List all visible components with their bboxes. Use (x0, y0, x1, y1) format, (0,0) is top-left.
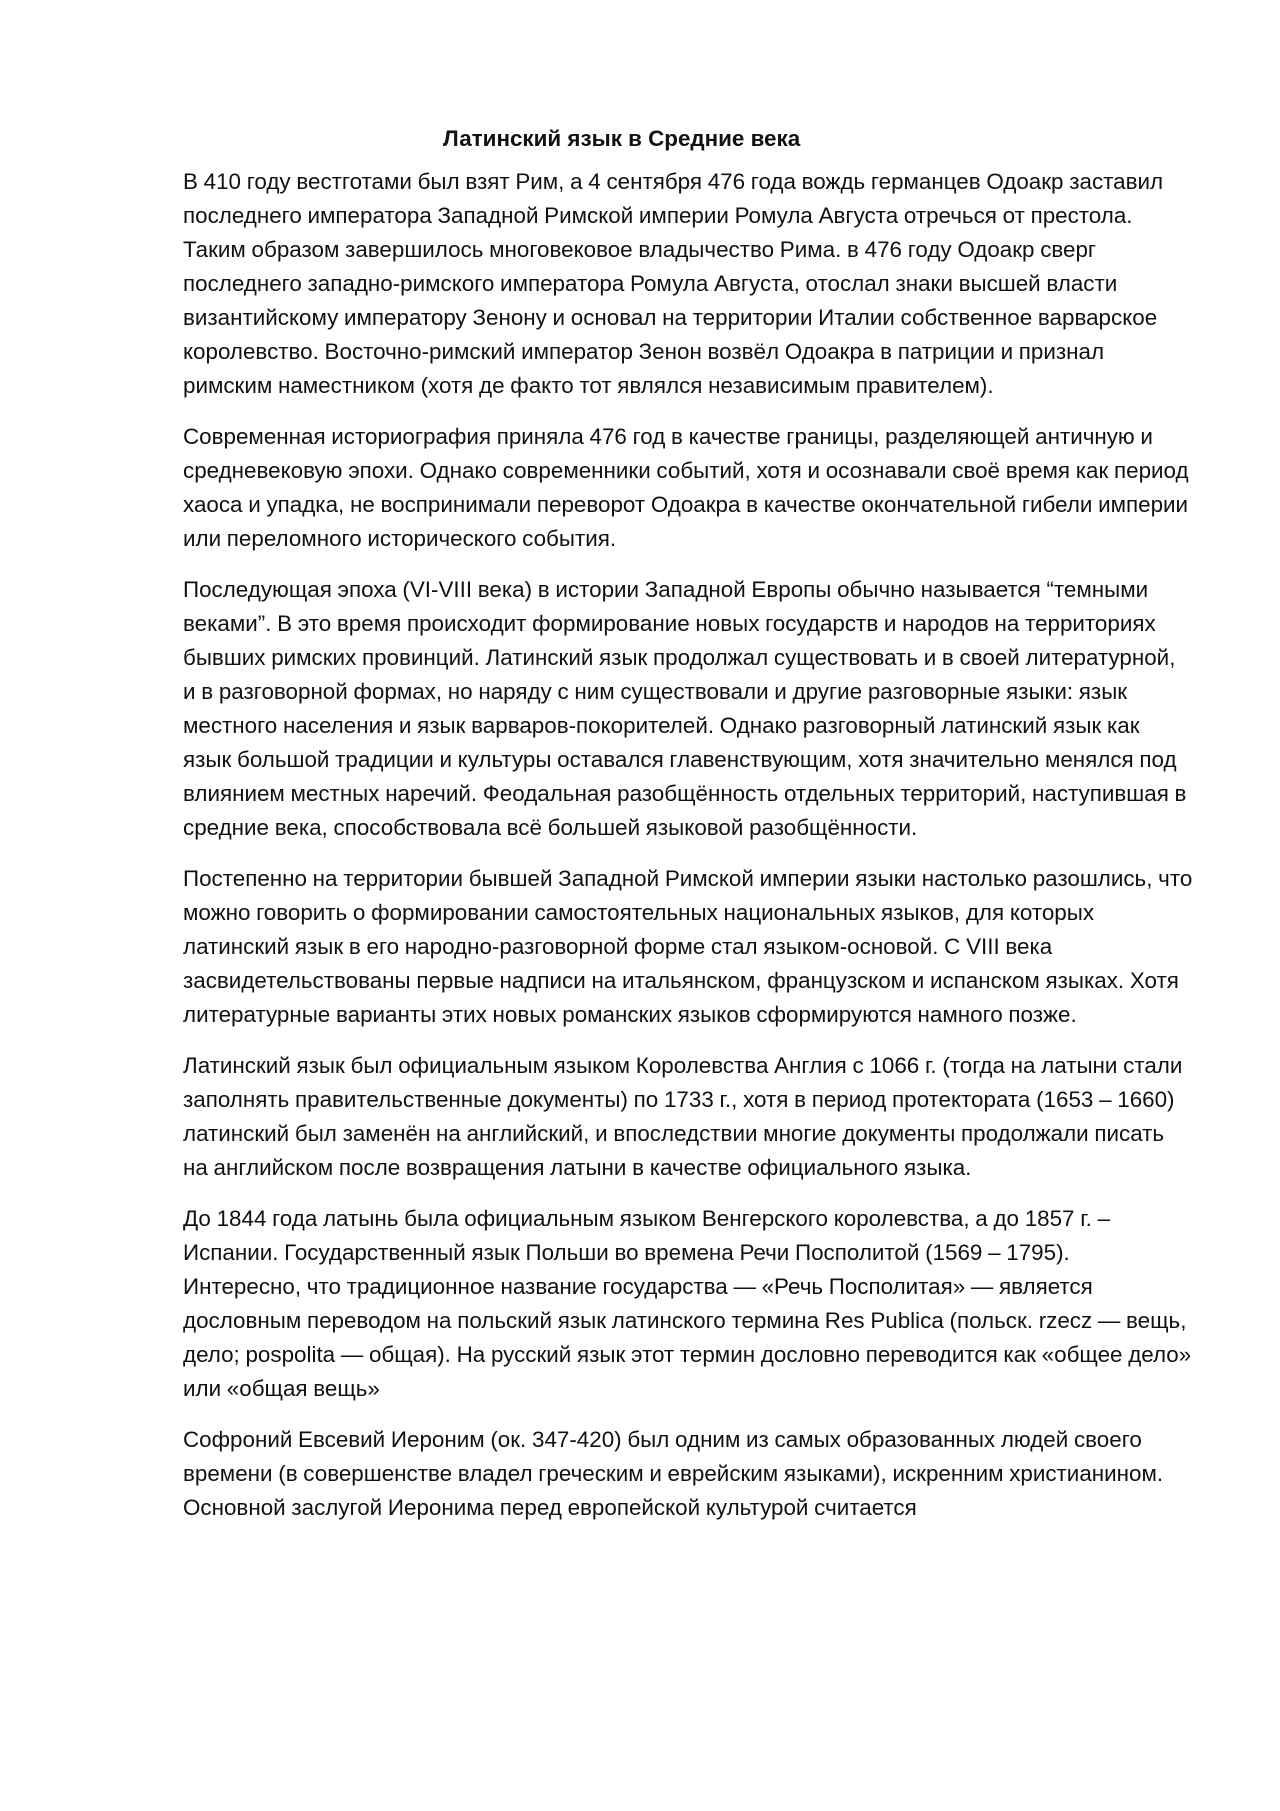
paragraph-fall-of-rome: В 410 году вестготами был взят Рим, а 4 сентября 476 года вождь германцев Одоакр заставил последнего императора Западной Римской империи Ромула Августа отречься от престола. Таким образом завершилось многовековое владычество Рима. в 476 году Одоакр сверг последнего западно-римского императора Ромула Августа, отослал знаки высшей власти византийскому императору Зенону и основал на территории Италии собственное варварское королевство. Восточно-римский император Зенон возвёл Одоакра в патриции и признал римским наместником (хотя де факто тот являлся независимым правителем). (183, 169, 1164, 398)
paragraph-hungary-poland: До 1844 года латынь была официальным языком Венгерского королевства, а до 1857 г. – Испании. Государственный язык Польши во времена Речи Посполитой (1569 – 1795). Интересно, что традиционное название государства — «Речь Посполитая» — является дословным переводом на польский язык латинского термина Res Publica (польск. rzecz — вещь, дело; pospolita — общая). На русский язык этот термин дословно переводится как «общее дело» или «общая вещь» (183, 1206, 1192, 1401)
paragraph-england: Латинский язык был официальным языком Королевства Англия с 1066 г. (тогда на латыни стали заполнять правительственные документы) по 1733 г., хотя в период протектората (1653 – 1660) латинский был заменён на английский, и впоследствии многие документы продолжали писать на английском после возвращения латыни в качестве официального языка. (183, 1053, 1183, 1180)
paragraph-historiography: Современная историография приняла 476 год в качестве границы, разделяющей античную и средневековую эпохи. Однако современники событий, хотя и осознавали своё время как период хаоса и упадка, не воспринимали переворот Одоакра в качестве окончательной гибели империи или переломного исторического события. (183, 424, 1189, 551)
document-body (183, 122, 1193, 1542)
document-title: Латинский язык в Средние века (443, 126, 801, 151)
paragraph-romance-languages: Постепенно на территории бывшей Западной Римской империи языки настолько разошлись, что можно говорить о формировании самостоятельных национальных языков, для которых латинский язык в его народно-разговорной форме стал языком-основой. С VIII века засвидетельствованы первые надписи на итальянском, французском и испанском языках. Хотя литературные варианты этих новых романских языков сформируются намного позже. (183, 866, 1193, 1027)
paragraph-jerome: Софроний Евсевий Иероним (ок. 347-420) был одним из самых образованных людей своего времени (в совершенстве владел греческим и еврейским языками), искренним христианином. Основной заслугой Иеронима перед европейской культурой считается (183, 1427, 1164, 1520)
paragraph-dark-ages: Последующая эпоха (VI-VIII века) в истории Западной Европы обычно называется “темными веками”. В это время происходит формирование новых государств и народов на территориях бывших римских провинций. Латинский язык продолжал существовать и в своей литературной, и в разговорной формах, но наряду с ним существовали и другие разговорные языки: язык местного населения и язык варваров-покорителей. Однако разговорный латинский язык как язык большой традиции и культуры оставался главенствующим, хотя значительно менялся под влиянием местных наречий. Феодальная разобщённость отдельных территорий, наступившая в средние века, способствовала всё большей языковой разобщённости. (183, 577, 1187, 840)
